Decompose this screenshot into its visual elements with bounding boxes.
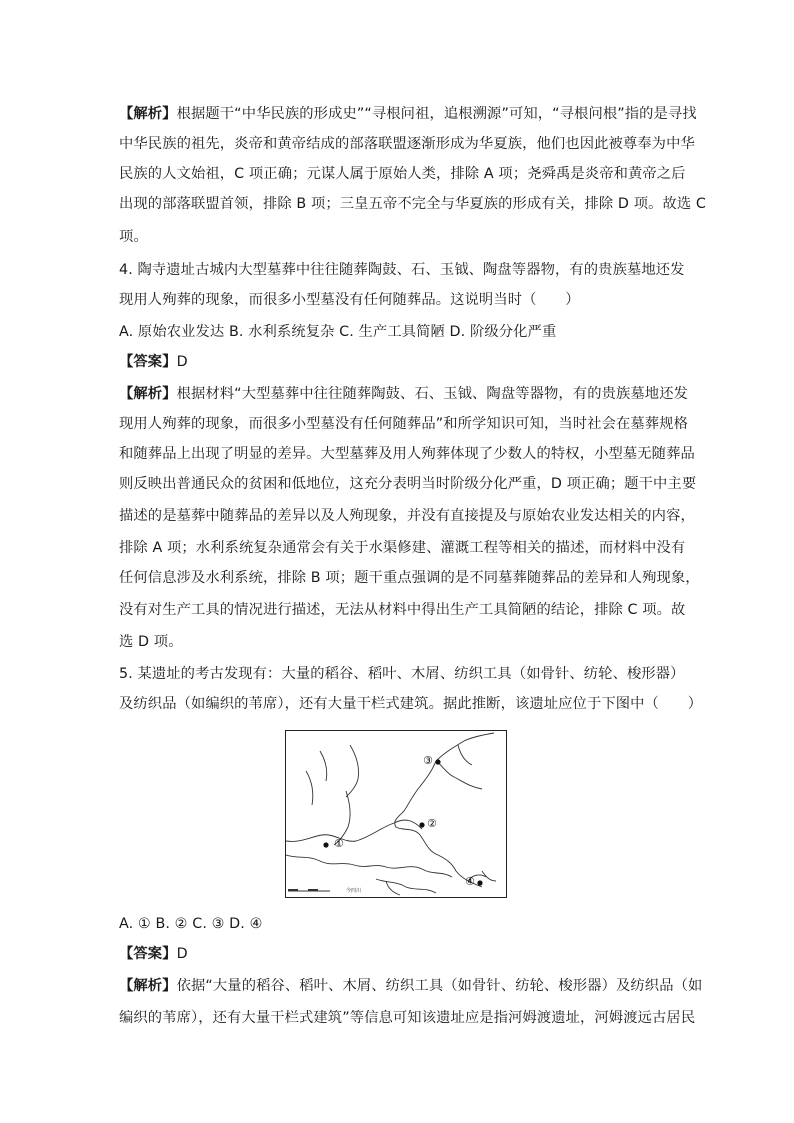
analysis-line: 排除 A 项；水利系统复杂通常会有关于水渠修建、灌溉工程等相关的描述，而材料中没有	[119, 540, 686, 556]
question-5-stem: 5. 某遗址的考古发现有：大量的稻谷、稻叶、木屑、纺织工具（如骨针、纺轮、梭形器）	[119, 666, 685, 682]
analysis-line: 【解析】依据“大量的稻谷、稻叶、木屑、纺织工具（如骨针、纺轮、梭形器）及纺织品（如	[119, 978, 703, 994]
answer-value: D	[176, 946, 188, 962]
question-4-answer	[119, 352, 188, 372]
question-5-answer	[119, 944, 188, 964]
question-5-stem: 及纺织品（如编织的苇席），还有大量干栏式建筑。据此推断，该遗址应位于下图中（ ）	[119, 696, 703, 712]
analysis-line: 民族的人文始祖，C 项正确；元谋人属于原始人类，排除 A 项；尧舜禹是炎帝和黄帝之后	[119, 166, 686, 182]
map-marker-1: ①	[334, 837, 344, 850]
map-outline	[286, 731, 506, 897]
analysis-line: 选 D 项。	[119, 634, 183, 650]
map-marker-4: ④	[465, 875, 475, 888]
analysis-line: 则反映出普通民众的贫困和低地位，这充分表明当时阶级分化严重，D 项正确；题干中主要	[119, 476, 697, 492]
analysis-tag: 【解析】	[119, 978, 177, 994]
analysis-tag: 【解析】	[119, 106, 177, 122]
map-scale-text: 今四川	[346, 888, 362, 894]
china-map-figure	[285, 730, 507, 898]
analysis-line: 任何信息涉及水利系统，排除 B 项；题干重点强调的是不同墓葬随葬品的差异和人殉现象，	[119, 570, 700, 586]
analysis-line: 和随葬品上出现了明显的差异。大型墓葬及用人殉葬体现了少数人的特权，小型墓无随葬品	[119, 446, 695, 462]
answer-value: D	[176, 354, 188, 370]
analysis-line: 描述的是墓葬中随葬品的差异以及人殉现象，并没有直接提及与原始农业发达相关的内容，	[119, 508, 695, 524]
question-4-stem: 4. 陶寺遗址古城内大型墓葬中往往随葬陶鼓、石、玉钺、陶盘等器物，有的贵族墓地还发	[119, 262, 685, 278]
question-4-stem: 现用人殉葬的现象，而很多小型墓没有任何随葬品。这说明当时（ ）	[119, 292, 580, 308]
analysis-line: 编织的苇席），还有大量干栏式建筑”等信息可知该遗址应是指河姆渡遗址，河姆渡远古居民	[119, 1010, 696, 1026]
map-marker-3: ③	[423, 754, 433, 767]
analysis-line: 项。	[119, 229, 148, 245]
analysis-line: 【解析】根据题干“中华民族的形成史”“寻根问祖，追根溯源”可知，“寻根问根”指的是寻找	[119, 106, 697, 122]
analysis-line: 中华民族的祖先，炎帝和黄帝结成的部落联盟逐渐形成为华夏族，他们也因此被尊奉为中华	[119, 136, 695, 152]
analysis-line: 没有对生产工具的情况进行描述，无法从材料中得出生产工具简陋的结论，排除 C 项。故	[119, 602, 686, 618]
analysis-line: 【解析】根据材料“大型墓葬中往往随葬陶鼓、石、玉钺、陶盘等器物，有的贵族墓地还发	[119, 386, 688, 402]
question-5-options: A. ① B. ② C. ③ D. ④	[119, 916, 263, 932]
question-4-options: A. 原始农业发达 B. 水利系统复杂 C. 生产工具简陋 D. 阶级分化严重	[119, 324, 557, 340]
analysis-line: 现用人殉葬的现象，而很多小型墓没有任何随葬品”和所学知识可知，当时社会在墓葬规格	[119, 416, 688, 432]
answer-tag: 【答案】	[119, 354, 177, 370]
analysis-tag: 【解析】	[119, 386, 177, 402]
map-marker-2: ②	[427, 817, 437, 830]
analysis-line: 出现的部落联盟首领，排除 B 项；三皇五帝不完全与华夏族的形成有关，排除 D 项。故选 C	[119, 196, 707, 212]
answer-tag: 【答案】	[119, 946, 177, 962]
